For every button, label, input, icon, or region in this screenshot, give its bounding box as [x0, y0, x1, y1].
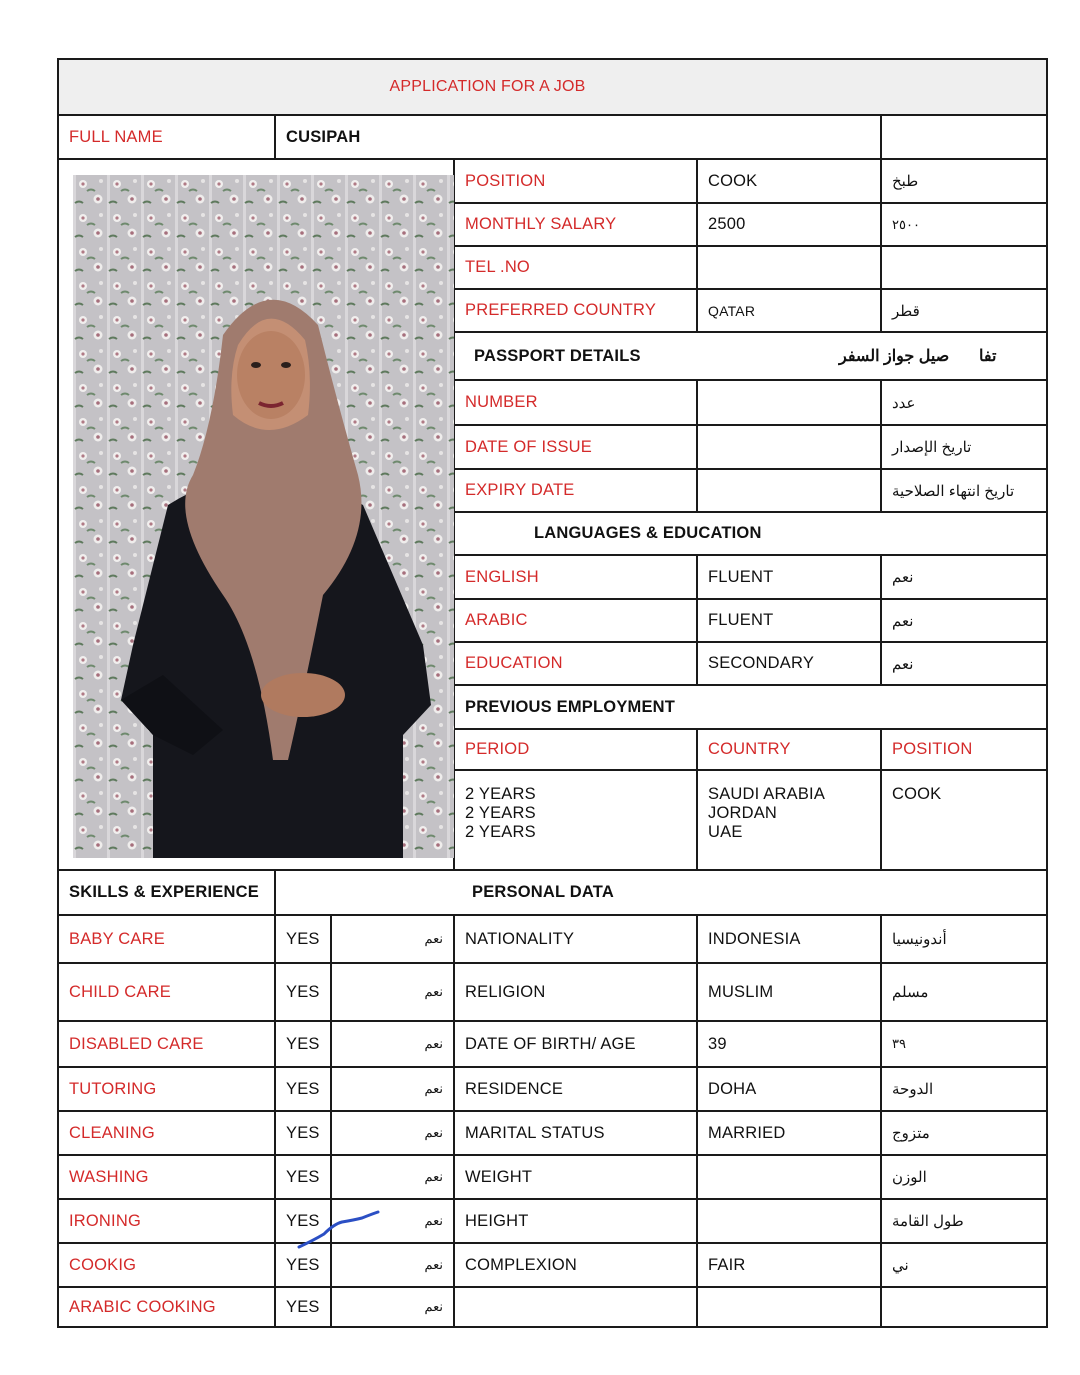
skill-label: COOKIG — [59, 1244, 276, 1288]
passport-heading: PASSPORT DETAILS — [474, 346, 641, 365]
skill-value: YES — [276, 1068, 332, 1112]
employment-country-3: UAE — [708, 823, 743, 841]
skill-value: YES — [276, 1112, 332, 1156]
education-label: EDUCATION — [455, 643, 698, 686]
english-label: ENGLISH — [455, 556, 698, 600]
personal-arabic: متزوج — [882, 1112, 1046, 1156]
employment-countries — [698, 771, 882, 871]
personal-value: 39 — [698, 1022, 882, 1068]
employment-periods — [455, 771, 698, 871]
employment-position-1: COOK — [892, 785, 942, 803]
full-name-label: FULL NAME — [59, 116, 276, 160]
full-name-value: CUSIPAH — [276, 116, 882, 160]
passport-heading-arabic-2: تفا — [979, 348, 997, 365]
personal-arabic: الوزن — [882, 1156, 1046, 1200]
skill-label: ARABIC COOKING — [59, 1288, 276, 1326]
employment-heading: PREVIOUS EMPLOYMENT — [455, 686, 1046, 730]
tel-value — [698, 247, 882, 290]
employment-period-3: 2 YEARS — [465, 823, 536, 841]
personal-arabic: ني — [882, 1244, 1046, 1288]
passport-number-label: NUMBER — [455, 381, 698, 426]
personal-arabic — [882, 1288, 1046, 1326]
position-label: POSITION — [455, 160, 698, 204]
personal-arabic: أندونيسيا — [882, 916, 1046, 964]
personal-label — [455, 1288, 698, 1326]
education-value: SECONDARY — [698, 643, 882, 686]
skill-value: YES — [276, 1022, 332, 1068]
salary-arabic: ٢٥٠٠ — [882, 204, 1046, 247]
form-title: APPLICATION FOR A JOB — [59, 60, 1046, 116]
date-of-issue-arabic: تاريخ الإصدار — [882, 426, 1046, 470]
employment-col-period: PERIOD — [455, 730, 698, 771]
skill-arabic: نعم — [332, 964, 455, 1022]
employment-positions — [882, 771, 1046, 871]
personal-label: WEIGHT — [455, 1156, 698, 1200]
skill-arabic: نعم — [332, 1288, 455, 1326]
skill-arabic: نعم — [332, 1068, 455, 1112]
date-of-issue-value — [698, 426, 882, 470]
skill-arabic: نعم — [332, 1200, 455, 1244]
arabic-label: ARABIC — [455, 600, 698, 643]
personal-value — [698, 1156, 882, 1200]
personal-arabic: ٣٩ — [882, 1022, 1046, 1068]
skills-heading: SKILLS & EXPERIENCE — [59, 871, 276, 916]
tel-label: TEL .NO — [455, 247, 698, 290]
full-name-extra — [882, 116, 1046, 160]
preferred-country-label: PREFERRED COUNTRY — [455, 290, 698, 333]
education-arabic: نعم — [882, 643, 1046, 686]
skill-arabic: نعم — [332, 1112, 455, 1156]
preferred-country-value: QATAR — [698, 290, 882, 333]
skill-arabic: نعم — [332, 1244, 455, 1288]
arabic-value: FLUENT — [698, 600, 882, 643]
skill-value: YES — [276, 1156, 332, 1200]
tel-arabic — [882, 247, 1046, 290]
employment-col-country: COUNTRY — [698, 730, 882, 771]
preferred-country-arabic: قطر — [882, 290, 1046, 333]
personal-heading: PERSONAL DATA — [276, 871, 1046, 916]
skill-label: DISABLED CARE — [59, 1022, 276, 1068]
personal-value: FAIR — [698, 1244, 882, 1288]
personal-label: MARITAL STATUS — [455, 1112, 698, 1156]
skill-label: WASHING — [59, 1156, 276, 1200]
english-arabic: نعم — [882, 556, 1046, 600]
arabic-arabic: نعم — [882, 600, 1046, 643]
job-application-form — [57, 58, 1048, 1328]
expiry-date-arabic: تاريخ انتهاء الصلاحية — [882, 470, 1046, 513]
salary-value: 2500 — [698, 204, 882, 247]
skill-label: TUTORING — [59, 1068, 276, 1112]
skill-arabic: نعم — [332, 916, 455, 964]
passport-heading-row — [455, 333, 1046, 381]
employment-country-2: JORDAN — [708, 804, 778, 822]
personal-label: RELIGION — [455, 964, 698, 1022]
personal-arabic: طول القامة — [882, 1200, 1046, 1244]
personal-label: COMPLEXION — [455, 1244, 698, 1288]
employment-period-2: 2 YEARS — [465, 804, 536, 822]
employment-col-position: POSITION — [882, 730, 1046, 771]
skill-value: YES — [276, 916, 332, 964]
applicant-photo — [73, 175, 454, 858]
personal-label: NATIONALITY — [455, 916, 698, 964]
date-of-issue-label: DATE OF ISSUE — [455, 426, 698, 470]
personal-value: MUSLIM — [698, 964, 882, 1022]
skill-value: YES — [276, 1288, 332, 1326]
personal-value — [698, 1288, 882, 1326]
skill-value: YES — [276, 1244, 332, 1288]
position-arabic: طبخ — [882, 160, 1046, 204]
skill-value: YES — [276, 964, 332, 1022]
personal-value: DOHA — [698, 1068, 882, 1112]
employment-period-1: 2 YEARS — [465, 785, 536, 803]
skill-arabic: نعم — [332, 1022, 455, 1068]
skill-label: CHILD CARE — [59, 964, 276, 1022]
english-value: FLUENT — [698, 556, 882, 600]
skill-arabic: نعم — [332, 1156, 455, 1200]
languages-heading: LANGUAGES & EDUCATION — [455, 513, 1046, 556]
personal-label: DATE OF BIRTH/ AGE — [455, 1022, 698, 1068]
passport-number-value — [698, 381, 882, 426]
expiry-date-value — [698, 470, 882, 513]
position-value: COOK — [698, 160, 882, 204]
personal-arabic: مسلم — [882, 964, 1046, 1022]
passport-number-arabic: عدد — [882, 381, 1046, 426]
personal-label: RESIDENCE — [455, 1068, 698, 1112]
expiry-date-label: EXPIRY DATE — [455, 470, 698, 513]
personal-value — [698, 1200, 882, 1244]
personal-value: MARRIED — [698, 1112, 882, 1156]
skill-value: YES — [276, 1200, 332, 1244]
employment-country-1: SAUDI ARABIA — [708, 785, 826, 803]
salary-label: MONTHLY SALARY — [455, 204, 698, 247]
skill-label: BABY CARE — [59, 916, 276, 964]
skill-label: IRONING — [59, 1200, 276, 1244]
passport-heading-arabic: صيل جواز السفر — [839, 348, 950, 365]
personal-arabic: الدوحة — [882, 1068, 1046, 1112]
personal-label: HEIGHT — [455, 1200, 698, 1244]
personal-value: INDONESIA — [698, 916, 882, 964]
skill-label: CLEANING — [59, 1112, 276, 1156]
